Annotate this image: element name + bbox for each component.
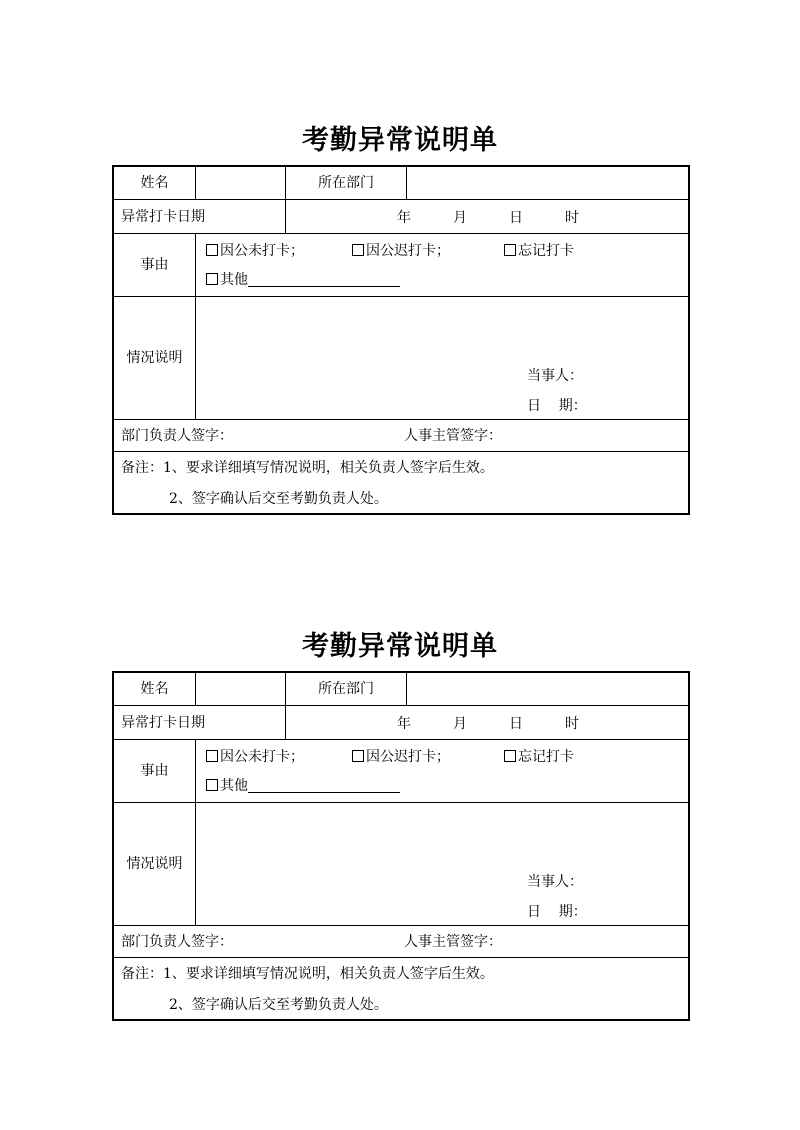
reason-label: 事由 — [140, 257, 169, 273]
option-official-missed[interactable]: 因公未打卡； — [206, 750, 304, 764]
checkbox-icon[interactable] — [206, 273, 218, 285]
dept-label: 所在部门 — [318, 175, 374, 191]
date-field[interactable] — [286, 706, 688, 739]
option-other[interactable]: 其他 — [206, 779, 400, 793]
checkbox-icon[interactable] — [352, 244, 364, 256]
option-forgot[interactable]: 忘记打卡 — [504, 244, 574, 258]
note-line-2: 2、签字确认后交至考勤负责人处。 — [169, 491, 388, 507]
checkbox-icon[interactable] — [206, 244, 218, 256]
dept-label: 所在部门 — [318, 681, 374, 697]
note-line-1: 备注：1、要求详细填写情况说明，相关负责人签字后生效。 — [121, 460, 494, 476]
name-label: 姓名 — [140, 175, 169, 191]
situation-field[interactable] — [196, 803, 688, 925]
party-label: 当事人： — [527, 874, 583, 890]
date-label: 异常打卡日期 — [121, 714, 205, 731]
dept-head-sign-label: 部门负责人签字： — [121, 934, 233, 950]
name-label: 姓名 — [140, 681, 169, 697]
form-title: 考勤异常说明单 — [302, 631, 498, 662]
hr-sign-label: 人事主管签字： — [404, 428, 502, 444]
option-official-missed[interactable]: 因公未打卡； — [206, 244, 304, 258]
dept-field[interactable] — [407, 167, 688, 199]
form-table — [112, 165, 690, 515]
other-underline-field[interactable] — [248, 273, 400, 287]
date-field[interactable] — [286, 200, 688, 233]
date-day-label: 日 — [509, 716, 523, 732]
date-day-label: 日 — [509, 210, 523, 226]
situation-label: 情况说明 — [126, 856, 183, 872]
reason-label: 事由 — [140, 763, 169, 779]
name-field[interactable] — [196, 673, 285, 705]
party-label: 当事人： — [527, 368, 583, 384]
checkbox-icon[interactable] — [504, 244, 516, 256]
other-underline-field[interactable] — [248, 779, 400, 793]
option-other[interactable]: 其他 — [206, 273, 400, 287]
date-hour-label: 时 — [565, 716, 579, 732]
checkbox-icon[interactable] — [504, 750, 516, 762]
date-year-label: 年 — [397, 210, 411, 226]
checkbox-icon[interactable] — [206, 750, 218, 762]
option-official-late[interactable]: 因公迟打卡； — [352, 244, 450, 258]
hr-sign-label: 人事主管签字： — [404, 934, 502, 950]
note-line-2: 2、签字确认后交至考勤负责人处。 — [169, 997, 388, 1013]
date-sign-label: 日 期： — [527, 398, 587, 414]
note-line-1: 备注：1、要求详细填写情况说明，相关负责人签字后生效。 — [121, 966, 494, 982]
date-year-label: 年 — [397, 716, 411, 732]
option-forgot[interactable]: 忘记打卡 — [504, 750, 574, 764]
date-month-label: 月 — [453, 210, 467, 226]
date-sign-label: 日 期： — [527, 904, 587, 920]
name-field[interactable] — [196, 167, 285, 199]
dept-field[interactable] — [407, 673, 688, 705]
option-official-late[interactable]: 因公迟打卡； — [352, 750, 450, 764]
date-label: 异常打卡日期 — [121, 208, 205, 225]
date-hour-label: 时 — [565, 210, 579, 226]
situation-label: 情况说明 — [126, 350, 183, 366]
checkbox-icon[interactable] — [352, 750, 364, 762]
checkbox-icon[interactable] — [206, 779, 218, 791]
form-title: 考勤异常说明单 — [302, 125, 498, 156]
dept-head-sign-label: 部门负责人签字： — [121, 428, 233, 444]
date-month-label: 月 — [453, 716, 467, 732]
form-table — [112, 671, 690, 1021]
situation-field[interactable] — [196, 297, 688, 419]
